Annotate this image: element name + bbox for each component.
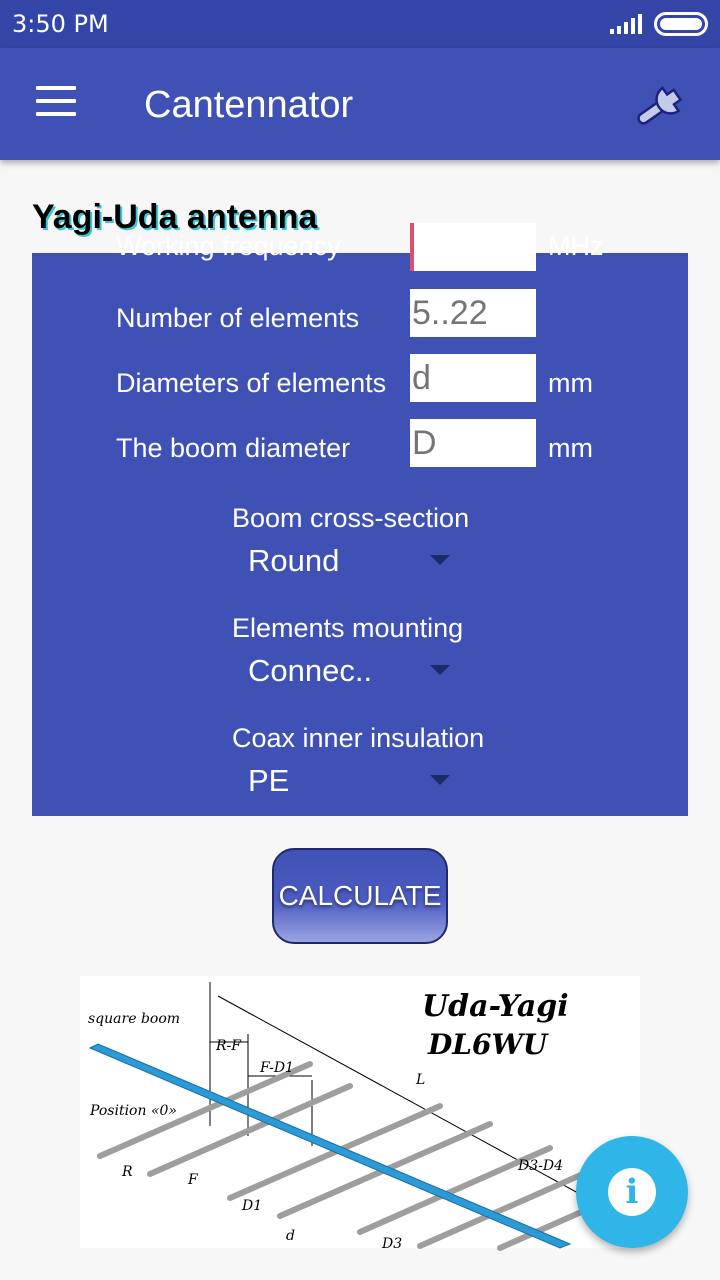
signal-icon — [610, 14, 644, 34]
diagram-label: D3 — [382, 1236, 403, 1252]
coax-insulation-label: Coax inner insulation — [232, 723, 485, 753]
diagram-subtitle: DL6WU — [428, 1028, 548, 1061]
diagram-label: L — [416, 1072, 426, 1088]
diagram-label: d — [286, 1228, 295, 1244]
diagram-title: Uda-Yagi — [422, 989, 569, 1024]
boom-diameter-label: The boom diameter — [116, 433, 351, 463]
number-of-elements-label: Number of elements — [116, 303, 360, 333]
working-frequency-unit: MHz — [548, 231, 604, 261]
boom-diameter-input[interactable] — [410, 419, 536, 467]
battery-icon — [654, 12, 708, 36]
dropdown-arrow-icon[interactable] — [430, 775, 450, 785]
diagram-label: D1 — [242, 1198, 263, 1214]
diagram-label: D3-D4 — [518, 1158, 563, 1174]
dropdown-arrow-icon[interactable] — [430, 665, 450, 675]
app-title: Cantennator — [144, 84, 354, 126]
diagram-label: R — [122, 1164, 133, 1180]
diagram-label: R-F — [216, 1038, 241, 1054]
diagram-label: F-D1 — [260, 1060, 294, 1076]
diameters-of-elements-input[interactable] — [410, 354, 536, 402]
calculate-button[interactable]: CALCULATE — [272, 848, 448, 944]
info-icon: i — [608, 1168, 656, 1216]
coax-insulation-spinner[interactable]: PE — [248, 763, 290, 798]
elements-mounting-label: Elements mounting — [232, 613, 464, 643]
boom-cross-section-label: Boom cross-section — [232, 503, 470, 533]
boom-diameter-unit: mm — [548, 433, 593, 463]
yagi-diagram — [80, 976, 640, 1252]
number-of-elements-input[interactable] — [410, 289, 536, 337]
status-time: 3:50 PM — [12, 10, 109, 38]
diameters-unit: mm — [548, 368, 593, 398]
wrench-icon[interactable] — [632, 78, 696, 130]
diameters-of-elements-label: Diameters of elements — [116, 368, 387, 398]
dropdown-arrow-icon[interactable] — [430, 555, 450, 565]
diagram-label: Position «0» — [90, 1103, 177, 1119]
menu-icon[interactable] — [36, 86, 76, 118]
elements-mounting-spinner[interactable]: Connec.. — [248, 653, 373, 688]
working-frequency-label: Working frequency — [116, 231, 341, 261]
working-frequency-input[interactable] — [410, 223, 536, 271]
section-title: Yagi-Uda antenna — [32, 198, 318, 236]
app-bar — [0, 48, 720, 160]
form-panel — [32, 231, 688, 816]
diagram-label: F — [188, 1172, 198, 1188]
status-bar — [0, 0, 720, 48]
info-button[interactable] — [576, 1136, 688, 1248]
diagram-label: square boom — [88, 1011, 181, 1027]
boom-cross-section-spinner[interactable]: Round — [248, 543, 340, 578]
